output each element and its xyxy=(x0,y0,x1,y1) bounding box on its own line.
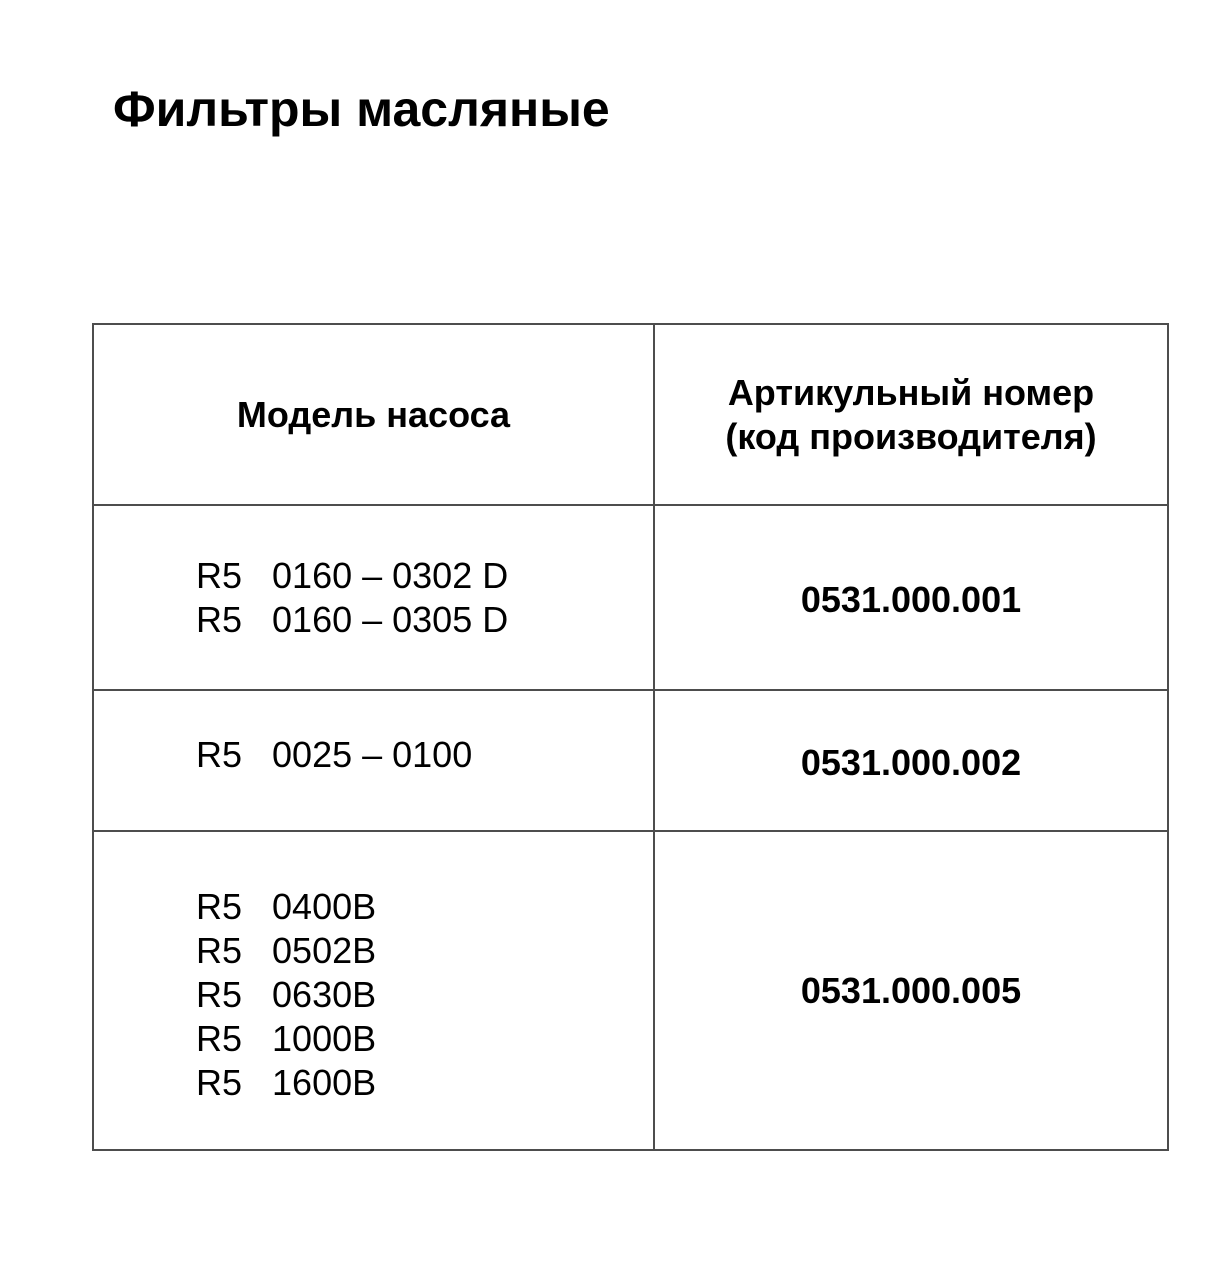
article-number-cell: 0531.000.002 xyxy=(654,690,1168,831)
oil-filters-table xyxy=(92,323,1169,1151)
header-article-number-line-1: Артикульный номер xyxy=(727,371,1095,413)
article-number-cell: 0531.000.001 xyxy=(654,505,1168,690)
pump-model: R5 0025 – 0100 xyxy=(196,734,473,775)
pump-model: R5 0160 – 0305 D xyxy=(196,598,509,640)
pump-model-cell xyxy=(93,831,654,1150)
pump-model: R5 0630B xyxy=(196,973,377,1015)
table-row xyxy=(93,690,1168,831)
table-row xyxy=(93,831,1168,1150)
pump-model: R5 0160 – 0302 D xyxy=(196,554,509,596)
header-article-number-line-2: (код производителя) xyxy=(725,415,1097,457)
pump-model: R5 1000B xyxy=(196,1017,377,1059)
table-row xyxy=(93,505,1168,690)
pump-model-cell xyxy=(93,690,654,831)
pump-model: R5 1600B xyxy=(196,1061,377,1103)
page-title: Фильтры масляные xyxy=(113,81,610,137)
table-header-row xyxy=(93,324,1168,505)
pump-model-cell xyxy=(93,505,654,690)
pump-model: R5 0502B xyxy=(196,929,377,971)
article-number-cell: 0531.000.005 xyxy=(654,831,1168,1150)
pump-model: R5 0400B xyxy=(196,885,377,927)
header-pump-model: Модель насоса xyxy=(93,324,654,505)
header-article-number xyxy=(654,324,1168,505)
